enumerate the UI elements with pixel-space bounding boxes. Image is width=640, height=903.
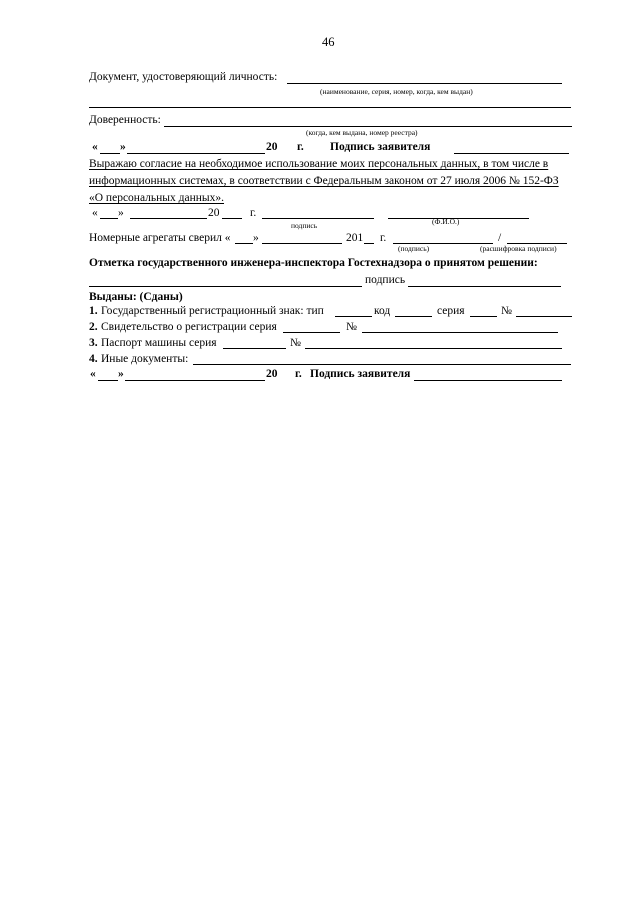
issued-item-2-number: 2.	[89, 321, 98, 333]
issued-item-1-number: 1.	[89, 305, 98, 317]
issued-item-3-number: 3.	[89, 337, 98, 349]
units-check-signature-hint: (подпись)	[398, 244, 430, 253]
issued-item-4-number: 4.	[89, 353, 98, 365]
units-check-slash: /	[498, 232, 502, 244]
inspector-signature-label: подпись	[365, 274, 406, 286]
issued-item-1-code: код	[374, 305, 391, 317]
applicant-sign-1-year-suffix: г.	[297, 141, 304, 153]
identity-doc-field-continued[interactable]	[89, 107, 571, 108]
inspector-mark-title: Отметка государственного инженера-инспектора Гостехнадзора о принятом решении:	[89, 257, 538, 269]
consent-year-field[interactable]	[222, 218, 242, 219]
plate-code-field[interactable]	[395, 316, 432, 317]
consent-month-field[interactable]	[130, 218, 207, 219]
issued-item-1-series: серия	[437, 305, 465, 317]
identity-doc-hint: (наименование, серия, номер, когда, кем выдан)	[320, 87, 473, 96]
consent-year-suffix: г.	[250, 207, 257, 219]
issued-item-3-label: Паспорт машины серия	[101, 337, 217, 349]
issued-title: Выданы: (Сданы)	[89, 291, 183, 303]
issued-item-1-no: №	[501, 305, 512, 317]
consent-signature-hint: подпись	[291, 221, 318, 230]
consent-date-open: «	[92, 207, 98, 219]
consent-line-3: «О персональных данных».	[89, 192, 225, 204]
plate-type-field[interactable]	[335, 316, 372, 317]
plate-number-field[interactable]	[516, 316, 572, 317]
consent-day-field[interactable]	[100, 218, 118, 219]
issued-item-3-no: №	[290, 337, 301, 349]
consent-name-hint: (Ф.И.О.)	[432, 217, 460, 226]
applicant-sign-1-date-open: «	[92, 141, 98, 153]
applicant-sign-1-month-field[interactable]	[127, 153, 265, 154]
issued-item-2-label: Свидетельство о регистрации серия	[101, 321, 277, 333]
applicant-sign-1-year: 20	[266, 141, 278, 153]
certificate-series-field[interactable]	[283, 332, 340, 333]
units-check-label: Номерные агрегаты сверил «	[89, 232, 231, 244]
applicant-sign-2-date-close: »	[118, 368, 124, 380]
passport-series-field[interactable]	[223, 348, 286, 349]
inspector-decision-field[interactable]	[89, 286, 362, 287]
units-check-decoding-hint: (расшифровка подписи)	[480, 244, 557, 253]
applicant-sign-1-day-field[interactable]	[100, 153, 120, 154]
units-check-year: 201	[346, 232, 364, 244]
passport-number-field[interactable]	[305, 348, 562, 349]
applicant-sign-2-label: Подпись заявителя	[310, 368, 411, 380]
applicant-sign-2-year: 20	[266, 368, 278, 380]
plate-series-field[interactable]	[470, 316, 497, 317]
issued-item-4-label: Иные документы:	[101, 353, 189, 365]
applicant-sign-2-year-suffix: г.	[295, 368, 302, 380]
consent-date-close: »	[118, 207, 124, 219]
units-check-year-suffix: г.	[380, 232, 387, 244]
issued-item-1-label: Государственный регистрационный знак: тип	[101, 305, 324, 317]
units-check-year-field[interactable]	[364, 243, 374, 244]
applicant-sign-2-month-field[interactable]	[125, 380, 265, 381]
units-check-month-field[interactable]	[262, 243, 342, 244]
consent-signature-field[interactable]	[262, 218, 374, 219]
power-of-attorney-label: Доверенность:	[89, 114, 161, 126]
certificate-number-field[interactable]	[362, 332, 558, 333]
units-check-date-close: »	[253, 232, 259, 244]
units-check-day-field[interactable]	[235, 243, 253, 244]
other-documents-field[interactable]	[193, 364, 571, 365]
consent-year: 20	[208, 207, 220, 219]
consent-line-2: информационных системах, в соответствии с Федеральным законом от 27 июля 2006 № 152-ФЗ	[89, 175, 559, 187]
applicant-sign-1-signature-field[interactable]	[454, 153, 569, 154]
power-of-attorney-hint: (когда, кем выдана, номер реестра)	[306, 128, 418, 137]
applicant-sign-1-date-close: »	[120, 141, 126, 153]
page-number: 46	[322, 35, 335, 49]
power-of-attorney-field[interactable]	[164, 126, 572, 127]
inspector-signature-field[interactable]	[408, 286, 561, 287]
identity-doc-label: Документ, удостоверяющий личность:	[89, 71, 278, 83]
applicant-sign-2-date-open: «	[90, 368, 96, 380]
applicant-sign-2-signature-field[interactable]	[414, 380, 562, 381]
identity-doc-field[interactable]	[287, 83, 562, 84]
applicant-sign-2-day-field[interactable]	[98, 380, 118, 381]
applicant-sign-1-label: Подпись заявителя	[330, 141, 431, 153]
issued-item-2-no: №	[346, 321, 357, 333]
consent-line-1: Выражаю согласие на необходимое использование моих персональных данных, в том числе в	[89, 158, 549, 170]
